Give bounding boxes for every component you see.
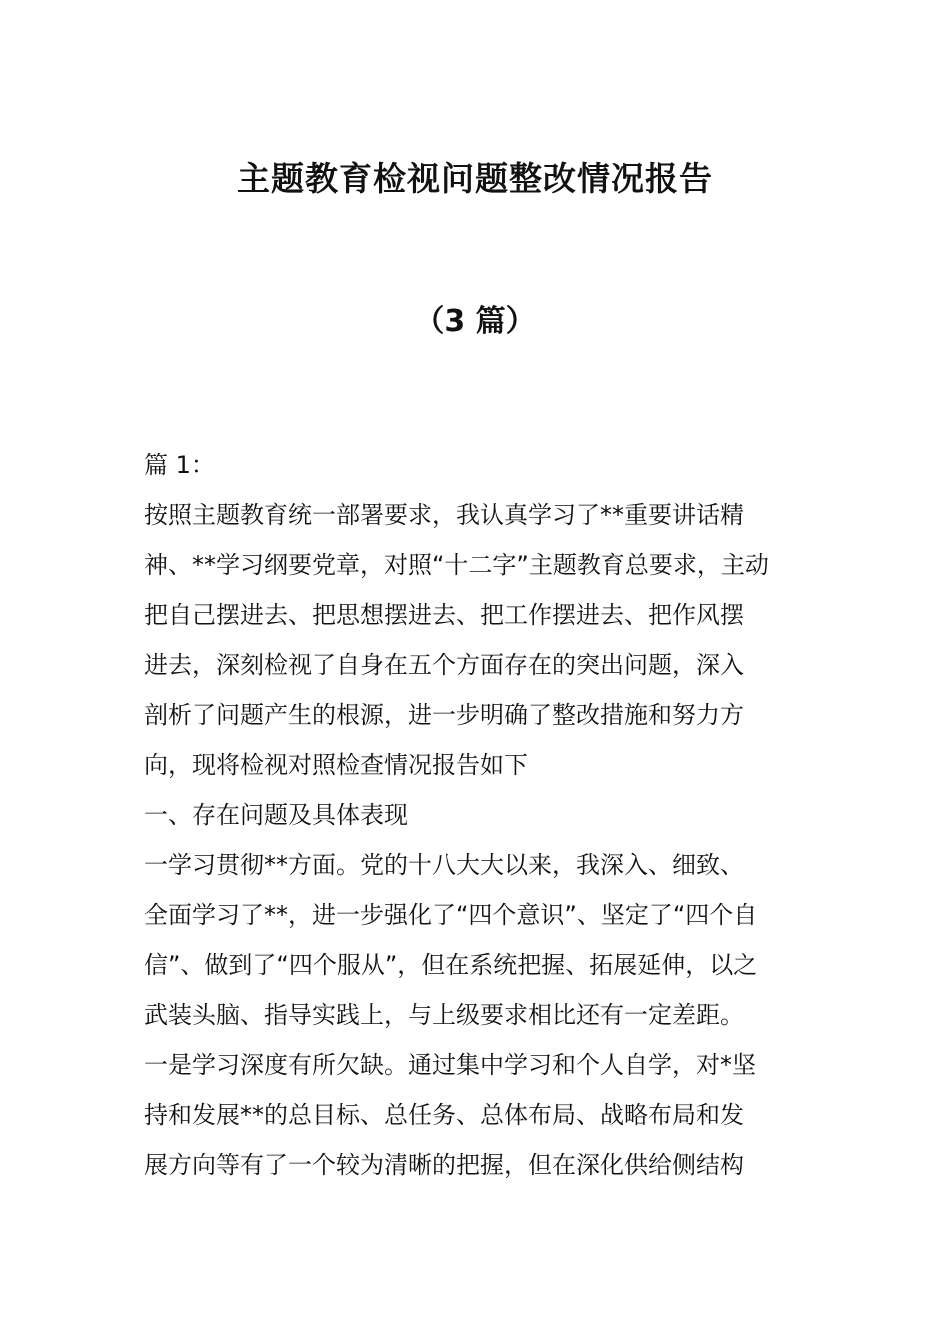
body-line: 武装头脑、指导实践上，与上级要求相比还有一定差距。 [144, 1001, 744, 1029]
body-line: 一是学习深度有所欠缺。通过集中学习和个人自学，对*坚 [144, 1051, 756, 1079]
body-line: 一学习贯彻**方面。党的十八大大以来，我深入、细致、 [144, 851, 744, 879]
document-body [144, 440, 814, 1190]
section-heading: 一、存在问题及具体表现 [144, 801, 408, 829]
body-line: 按照主题教育统一部署要求，我认真学习了**重要讲话精 [144, 501, 744, 529]
document-title: 主题教育检视问题整改情况报告 [237, 159, 713, 198]
body-line: 持和发展**的总目标、总任务、总体布局、战略布局和发 [144, 1101, 744, 1129]
body-line: 篇 1： [144, 451, 215, 479]
body-line: 神、**学习纲要党章，对照“十二字”主题教育总要求，主动 [144, 551, 769, 579]
body-line: 全面学习了**，进一步强化了“四个意识”、坚定了“四个自 [144, 901, 758, 929]
body-line: 剖析了问题产生的根源，进一步明确了整改措施和努力方 [144, 701, 744, 729]
body-line: 展方向等有了一个较为清晰的把握，但在深化供给侧结构 [144, 1151, 744, 1179]
body-line: 向，现将检视对照检查情况报告如下 [144, 751, 528, 779]
document-subtitle: （3 篇） [414, 304, 536, 339]
body-line: 进去，深刻检视了自身在五个方面存在的突出问题，深入 [144, 651, 744, 679]
body-line: 信”、做到了“四个服从”，但在系统把握、拓展延伸，以之 [144, 951, 758, 979]
body-line: 把自己摆进去、把思想摆进去、把工作摆进去、把作风摆 [144, 601, 744, 629]
